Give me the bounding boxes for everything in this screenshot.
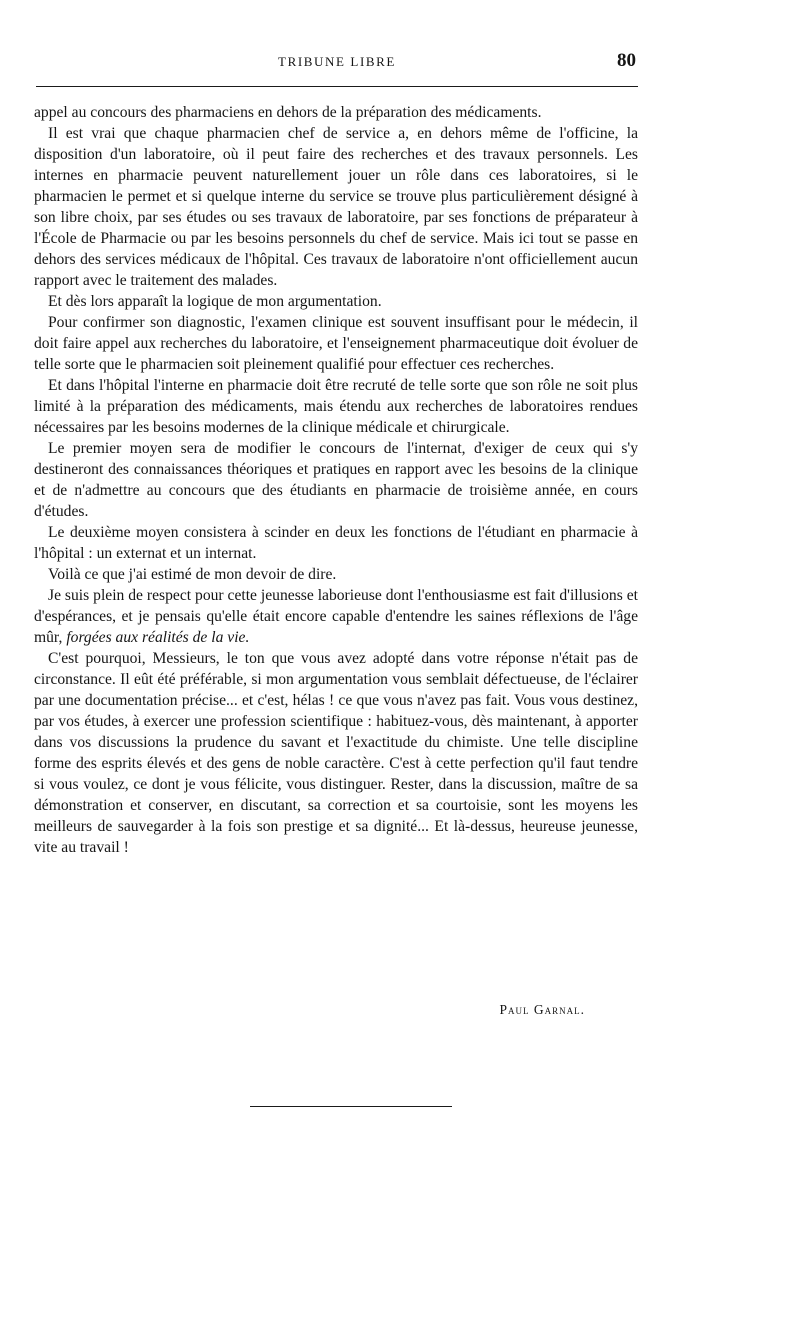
author-signature: Paul Garnal. — [499, 1002, 585, 1017]
paragraph: Pour confirmer son diagnostic, l'examen clinique est souvent insuffisant pour le médecin, il doit faire appel aux recherches du laboratoire, et l'enseignement pharmaceutique doit évoluer de telle sorte que le pharmacien soit pleinement qualifié pour effectuer ces recherches. — [34, 314, 638, 373]
paragraph-text: Je suis plein de respect pour cette jeunesse laborieuse dont l'enthousiasme est fait d'illusions et d'espérances, et je pensais qu'elle était encore capable d'entendre les saines réflexions de l'âge mûr, — [34, 587, 638, 646]
italic-phrase: forgées aux réalités de la vie. — [66, 629, 250, 646]
page-header — [36, 50, 638, 78]
paragraph: Il est vrai que chaque pharmacien chef de service a, en dehors même de l'officine, la disposition d'un laboratoire, où il peut faire des recherches et des travaux personnels. Les internes en pharmacie peuvent naturellement jouer un rôle dans ces laboratoires, si le pharmacien le permet et si quelque interne du service se trouve plus particulièrement désigné à son libre choix, par ses études ou ses travaux de laboratoire, par ses fonctions de préparateur à l'École de Pharmacie ou par les besoins personnels du chef de service. Mais ici tout se passe en dehors des services médicaux de l'hôpital. Ces travaux de laboratoire n'ont officiellement aucun rapport avec le traitement des malades. — [34, 125, 638, 289]
paragraph: Le premier moyen sera de modifier le concours de l'internat, d'exiger de ceux qui s'y destineront des connaissances théoriques et pratiques en rapport avec les besoins de la clinique et de n'admettre au concours que des étudiants en pharmacie de troisième année, en cours d'études. — [34, 440, 638, 520]
header-rule — [36, 86, 638, 87]
paragraph: Et dès lors apparaît la logique de mon argumentation. — [48, 293, 382, 310]
footer-rule — [250, 1106, 452, 1107]
paragraph: Le deuxième moyen consistera à scinder en deux les fonctions de l'étudiant en pharmacie à l'hôpital : un externat et un internat. — [34, 524, 638, 562]
paragraph: appel au concours des pharmaciens en dehors de la préparation des médicaments. — [34, 104, 542, 121]
paragraph: C'est pourquoi, Messieurs, le ton que vous avez adopté dans votre réponse n'était pas de circonstance. Il eût été préférable, si mon argumentation vous semblait défectueuse, de l'éclairer par une documentation précise... et c'est, hélas ! ce que vous n'avez pas fait. Vous vous destinez, par vos études, à exercer une profession scientifique : habituez-vous, dès maintenant, à apporter dans vos discussions la prudence du savant et l'exactitude du chimiste. Une telle discipline forme des esprits élevés et des gens de noble caractère. C'est à cette perfection qu'il faut tendre si vous voulez, ce dont je vous félicite, vous distinguer. Rester, dans la discussion, maître de sa démonstration et conserver, en discutant, sa correction et sa courtoisie, sont les moyens les meilleurs de sauvegarder à la fois son prestige et sa dignité... Et là-dessus, heureuse jeunesse, vite au travail ! — [34, 650, 638, 856]
paragraph: Voilà ce que j'ai estimé de mon devoir de dire. — [48, 566, 337, 583]
running-title: TRIBUNE LIBRE — [278, 54, 396, 69]
paragraph: Et dans l'hôpital l'interne en pharmacie doit être recruté de telle sorte que son rôle ne soit plus limité à la préparation des médicaments, mais étendu aux recherches de laboratoires rendues nécessaires par les besoins modernes de la clinique médicale et chirurgicale. — [34, 377, 638, 436]
article-body — [34, 102, 638, 858]
paragraph-with-italic — [34, 585, 638, 648]
page-number: 80 — [617, 50, 636, 71]
